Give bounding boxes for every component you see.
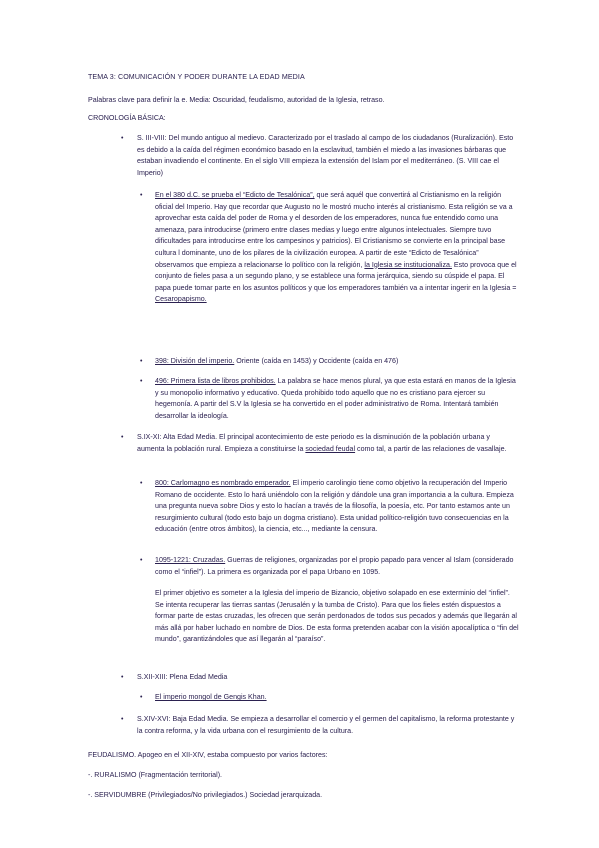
chronology-item-2-text: S.IX-XI: Alta Edad Media. El principal acontecimiento de este periodo es la disminución de la población urbana y aumenta la población rural. Empieza a constituirse la: [137, 433, 490, 453]
sub-item-edicto-heading: En el 380 d.C. se prueba el “Edicto de Tesalónica”,: [155, 191, 315, 199]
bullet: •: [121, 135, 124, 142]
chronology-heading: CRONOLOGÍA BÁSICA:: [88, 114, 166, 122]
document-title: TEMA 3: COMUNICACIÓN Y PODER DURANTE LA EDAD MEDIA: [88, 73, 305, 81]
sub-item-division: [155, 356, 519, 368]
sub-bullet: •: [140, 557, 143, 564]
bullet: •: [121, 716, 124, 723]
sub-item-cruzadas-heading: 1095-1221: Cruzadas.: [155, 556, 226, 564]
chronology-item-4: S.XIV-XVI: Baja Edad Media. Se empieza a desarrollar el comercio y el germen del capitalismo, la reforma protestante y la contra reforma, y la vida urbana con el resurgimiento de la cultura.: [137, 715, 515, 735]
sub-item-edicto: [155, 190, 519, 306]
sub-item-gengis-heading: El imperio mongol de Gengis Khan.: [155, 693, 267, 701]
sub-item-division-text: Oriente (caída en 1453) y Occidente (caída en 476): [234, 357, 399, 365]
cruzadas-paragraph: El primer objetivo es someter a la Iglesia del imperio de Bizancio, objetivo solapado en ese exterminio del “infiel”. Se intenta recuperar las tierras santas (Jerusalén y la tumba de Cristo). Para que los fieles estén dispuestos a formar parte de estas cruzadas, les ofrecen que serán perdonados de todos sus pecados y además que llegarán al más allá por haber luchado en nombre de Dios. De esta forma pretenden acabar con la visión apocalíptica o “fin del mundo”, garantizándoles que así llegarán al “paraíso”.: [155, 589, 519, 644]
sub-item-libros-heading: 496: Primera lista de libros prohibidos.: [155, 377, 276, 385]
sub-item-edicto-text-2: Esto provoca que el conjunto de fieles pasa a un segundo plano, y se establece una forma jerárquica, siendo su cúspide el papa. El papa puede tomar parte en los asuntos políticos y que los emperadores también va a intentar ingerir en la Iglesia =: [155, 260, 517, 292]
feudalism-factor-1: -. RURALISMO (Fragmentación territorial).: [88, 771, 223, 779]
sub-item-division-heading: 398: División del imperio.: [155, 357, 235, 365]
sub-item-carlomagno-heading: 800: Carlomagno es nombrado emperador.: [155, 479, 291, 487]
feudalism-factor-2: -. SERVIDUMBRE (Privilegiados/No privilegiados.) Sociedad jerarquizada.: [88, 791, 323, 799]
sub-item-libros-text: La palabra se hace menos plural, ya que esta estará en manos de la Iglesia y su monopolio informativo y educativo. Queda prohibido todo aquello que no es cristiano para ejercer su hegemonía. A partir del S.V la Iglesia se ha convertido en el poder administrativo de Roma. Intentará también desarrollar la ideología.: [155, 377, 516, 420]
sub-item-cruzadas-text: Guerras de religiones, organizadas por el propio papado para vencer al Islam (considerado como el “infiel”). La primera es organizada por el papa Urbano en 1095.: [155, 556, 514, 576]
sub-bullet: •: [140, 192, 143, 199]
sub-bullet: •: [140, 378, 143, 385]
chronology-item-2: [137, 432, 519, 455]
sub-item-edicto-underline-3: Cesaropapismo.: [155, 295, 207, 304]
sub-bullet: •: [140, 358, 143, 365]
chronology-item-1: S. III-VIII: Del mundo antiguo al medievo. Caracterizado por el traslado al campo de los ciudadanos (Ruralización). Esto es debido a la caída del régimen económico basado en la esclavitud, también el miedo a las invasiones bárbaras que estaban invadiendo el continente. En el siglo VIII empieza la extensión del Islam por el mediterráneo. (S. VIII cae el Imperio): [137, 134, 514, 177]
sub-item-gengis: [155, 692, 519, 704]
sub-item-edicto-underline-2: la Iglesia se institucionaliza.: [364, 260, 452, 269]
sub-item-carlomagno-text: El imperio carolingio tiene como objetivo la recuperación del Imperio Romano de occidente. Esto lo hará uniéndolo con la religión y dándole una gran importancia a la cultura. Empieza una pregunta nueva sobre Dios y esto lo hacían a través de la filosofía, la poesía, etc. Por tanto estamos ante un resurgimiento cultural (todo esto bajo un dogma cristiano). Esta unidad político-religión tuvo consecuencias en la educación (entre otros ámbitos), la ciencia, etc..., mediante la censura.: [155, 479, 514, 534]
feudalism-heading: FEUDALISMO. Apogeo en el XII-XIV, estaba compuesto por varios factores:: [88, 751, 328, 759]
bullet: •: [121, 674, 124, 681]
sub-bullet: •: [140, 480, 143, 487]
sub-item-edicto-text: que será aquél que convertirá al Cristianismo en la religión oficial del Imperio. Hay que recordar que Augusto no le mostró mucho interés al cristianismo. Esta religión se va a aprovechar esta caída del poder de Roma y el desorden de los emperadores, nunca fue entendido como una amenaza, para introducirse (primero entre clases medias y luego entre algunos intelectuales. Siempre tuvo dificultades para introducirse entre los campesinos y patricios). El Cristianismo se convierte en la principal base cultura l dominante, uno de los pilares de la civilización europea. A partir de este “Edicto de Tesalónica” observamos que empieza a relacionarse lo político con la religión,: [155, 191, 513, 269]
bullet: •: [121, 434, 124, 441]
sub-item-cruzadas: [155, 555, 519, 578]
sub-item-libros: [155, 376, 519, 422]
sub-item-carlomagno: [155, 478, 519, 536]
chronology-item-3: S.XII-XIII: Plena Edad Media: [137, 673, 228, 681]
chronology-item-2-underline: sociedad feudal: [305, 444, 356, 453]
keywords-line: Palabras clave para definir la e. Media: Oscuridad, feudalismo, autoridad de la Iglesia, retraso.: [88, 96, 385, 104]
chronology-item-2-text-2: como tal, a partir de las relaciones de vasallaje.: [355, 444, 507, 453]
sub-bullet: •: [140, 694, 143, 701]
